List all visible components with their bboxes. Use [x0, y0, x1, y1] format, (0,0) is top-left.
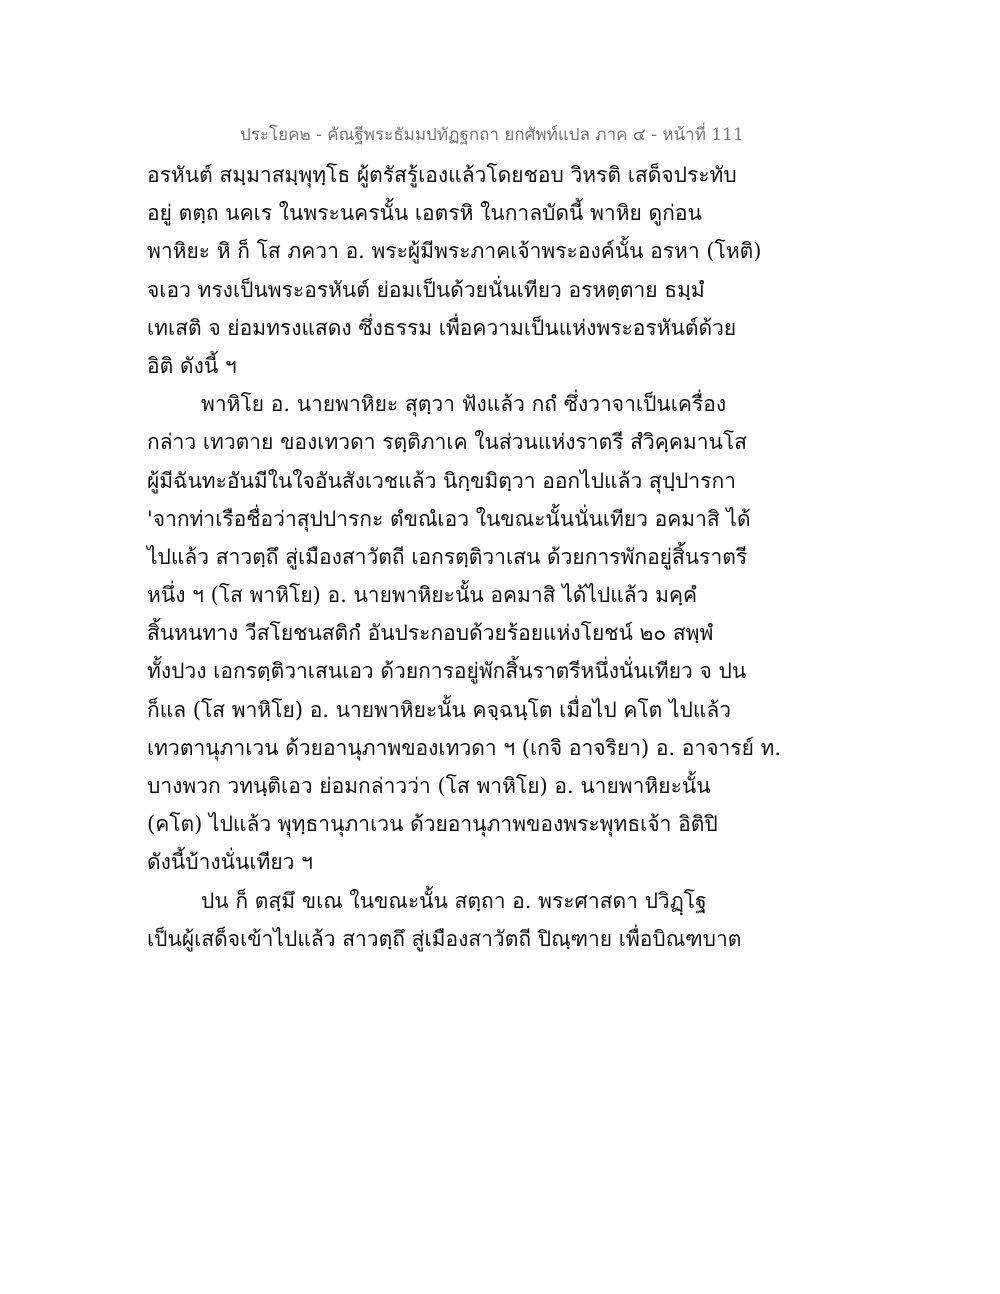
text-line: พาหิโย อ. นายพาหิยะ สุตฺวา ฟังแล้ว กถํ ซึ่งวาจาเป็นเครื่อง — [201, 392, 727, 417]
text-line: 'จากท่าเรือชื่อว่าสุปปารกะ ตํขณํเอว ในขณะนั้นนั่นเทียว อคมาสิ ได้ — [147, 506, 751, 531]
text-line: หนึ่ง ฯ (โส พาหิโย) อ. นายพาหิยะนั้น อคมาสิ ได้ไปแล้ว มคฺคํ — [147, 583, 698, 608]
text-line: สิ้นหนทาง วีสโยชนสติกํ อันประกอบด้วยร้อยแห่งโยชน์ ๒๐ สพฺพํ — [147, 621, 714, 646]
text-line: ผู้มีฉันทะอันมีในใจอันสังเวชแล้ว นิกฺขมิตฺวา ออกไปแล้ว สุปฺปารกา — [147, 468, 736, 493]
text-line: ดังนี้บ้างนั่นเทียว ฯ — [147, 850, 313, 875]
text-line: กล่าว เทวตาย ของเทวดา รตฺติภาเค ในส่วนแห่งราตรี สํวิคฺคมานโส — [147, 430, 747, 455]
text-line: ทั้งปวง เอกรตฺติวาเสนเอว ด้วยการอยู่พักสิ้นราตรีหนึ่งนั่นเทียว จ ปน — [147, 659, 747, 684]
text-line: ก็แล (โส พาหิโย) อ. นายพาหิยะนั้น คจฺฉนฺโต เมื่อไป คโต ไปแล้ว — [147, 697, 732, 722]
text-line: อรหันต์ สมฺมาสมฺพุทฺโธ ผู้ตรัสรู้เองแล้วโดยชอบ วิหรติ เสด็จประทับ — [147, 163, 737, 187]
text-line: บางพวก วทนฺติเอว ย่อมกล่าวว่า (โส พาหิโย) อ. นายพาหิยะนั้น — [147, 774, 711, 798]
text-line: เป็นผู้เสด็จเข้าไปแล้ว สาวตฺถึ สู่เมืองสาวัตถี ปิณฺฑาย เพื่อบิณฑบาต — [147, 926, 742, 951]
text-line: (คโต) ไปแล้ว พุทฺธานุภาเวน ด้วยอานุภาพของพระพุทธเจ้า อิติปิ — [147, 812, 718, 837]
text-line: เทเสติ จ ย่อมทรงแสดง ซึ่งธรรม เพื่อความเป็นแห่งพระอรหันต์ด้วย — [147, 315, 737, 340]
text-line: อิติ ดังนี้ ฯ — [147, 353, 237, 378]
text-line: จเอว ทรงเป็นพระอรหันต์ ย่อมเป็นด้วยนั่นเทียว อรหตฺตาย ธมฺมํ — [147, 277, 705, 302]
text-line: ปน ก็ ตสฺมึ ขเณ ในขณะนั้น สตฺถา อ. พระศาสดา ปวิฏฺโฐ — [201, 888, 707, 913]
text-line: อยู่ ตตฺถ นคเร ในพระนครนั้น เอตรหิ ในกาลบัดนี้ พาหิย ดูก่อน — [147, 201, 702, 226]
text-line: ไปแล้ว สาวตฺถึ สู่เมืองสาวัตถี เอกรตฺติวาเสน ด้วยการพักอยู่สิ้นราตรี — [147, 544, 748, 569]
running-header: ประโยค๒ - คัณฐีพระธัมมปทัฏฐกถา ยกศัพท์แปล ภาค ๔ - หน้าที่ 111 — [240, 125, 744, 145]
text-line: พาหิยะ หิ ก็ โส ภควา อ. พระผู้มีพระภาคเจ้าพระองค์นั้น อรหา (โหติ) — [147, 239, 762, 264]
body-text — [147, 156, 867, 958]
text-line: เทวตานุภาเวน ด้วยอานุภาพของเทวดา ฯ (เกจิ อาจริยา) อ. อาจารย์ ท. — [147, 735, 782, 760]
